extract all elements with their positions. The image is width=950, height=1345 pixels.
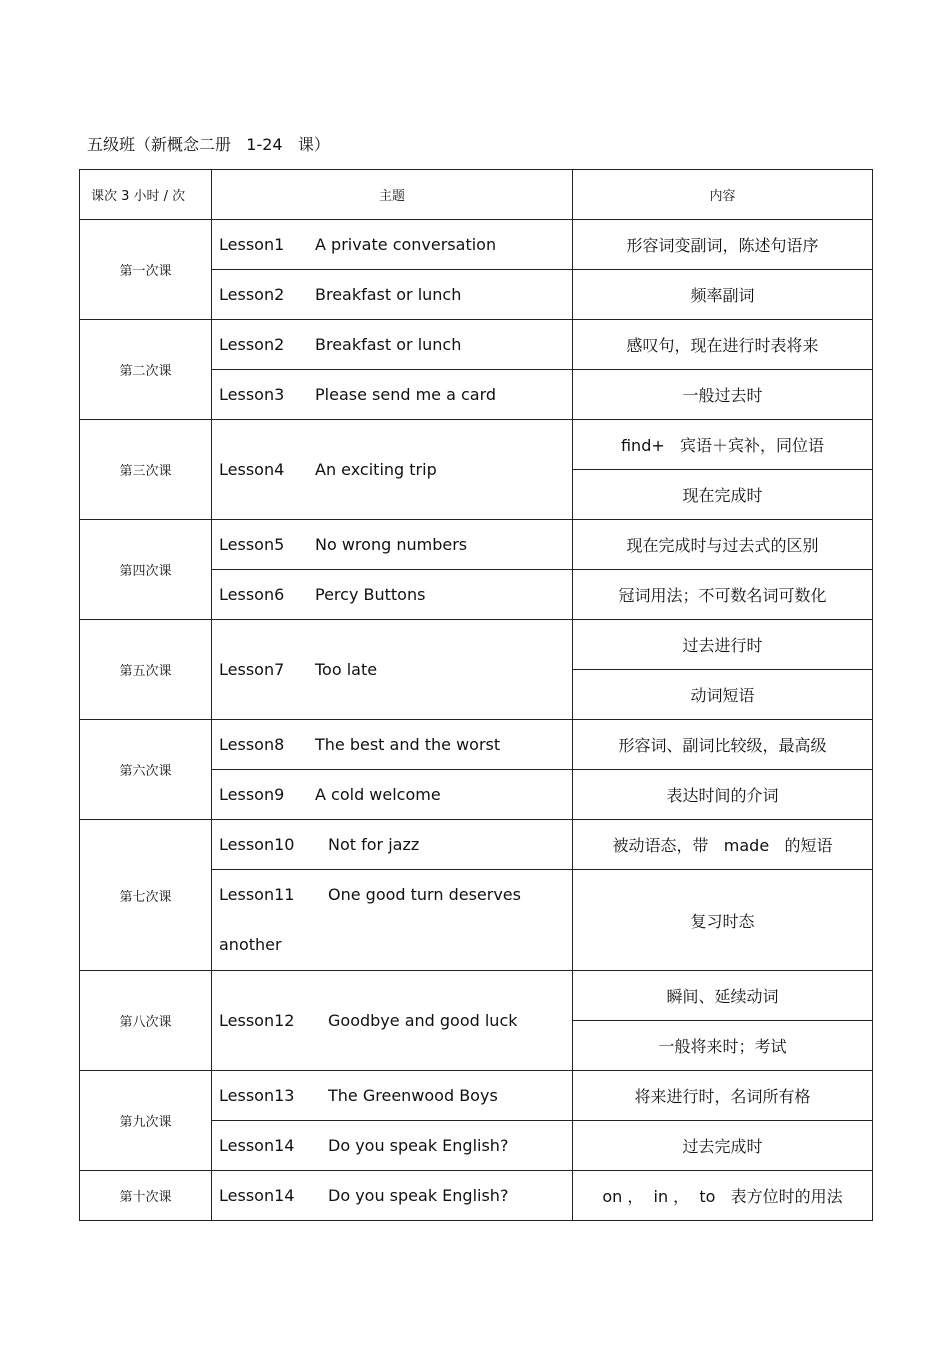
session-label: 第七次课 [80, 820, 212, 971]
content-cell: 被动语态，带 made 的短语 [573, 820, 873, 870]
lesson-title: Do you speak English? [328, 1136, 509, 1155]
content-cell: 一般将来时；考试 [573, 1021, 873, 1071]
table-row [80, 720, 873, 770]
lesson-title: A cold welcome [315, 785, 441, 804]
table-row [80, 1071, 873, 1121]
table-row [80, 220, 873, 270]
document-title: 五级班（新概念二册 1-24 课） [87, 135, 330, 154]
header-topic: 主题 [212, 170, 573, 220]
content-cell: 将来进行时，名词所有格 [573, 1071, 873, 1121]
lesson-number: Lesson5 [219, 535, 285, 554]
content-cell: 冠词用法；不可数名词可数化 [573, 570, 873, 620]
lesson-cell [212, 1071, 573, 1121]
lesson-number: Lesson13 [219, 1086, 295, 1105]
content-cell: 一般过去时 [573, 370, 873, 420]
lesson-cell [212, 220, 573, 270]
lesson-number: Lesson2 [219, 285, 285, 304]
session-label: 第二次课 [80, 320, 212, 420]
lesson-cell [212, 870, 573, 971]
table-row [80, 520, 873, 570]
lesson-title: Goodbye and good luck [328, 1011, 518, 1030]
lesson-number: Lesson3 [219, 385, 285, 404]
header-session: 课次 3 小时 / 次 [80, 170, 212, 220]
lesson-cell [212, 420, 573, 520]
content-cell: 形容词、副词比较级，最高级 [573, 720, 873, 770]
lesson-cell [212, 270, 573, 320]
lesson-title: Breakfast or lunch [315, 285, 462, 304]
lesson-cell [212, 620, 573, 720]
lesson-cell [212, 820, 573, 870]
session-label: 第九次课 [80, 1071, 212, 1171]
lesson-cell [212, 971, 573, 1071]
lesson-cell [212, 320, 573, 370]
lesson-title: A private conversation [315, 235, 497, 254]
lesson-title: No wrong numbers [315, 535, 468, 554]
session-label: 第八次课 [80, 971, 212, 1071]
header-content: 内容 [573, 170, 873, 220]
table-row [80, 620, 873, 670]
content-cell: 现在完成时 [573, 470, 873, 520]
lesson-number: Lesson8 [219, 735, 285, 754]
session-label: 第四次课 [80, 520, 212, 620]
lesson-number: Lesson14 [219, 1186, 295, 1205]
lesson-title: Too late [315, 660, 378, 679]
lesson-cell [212, 720, 573, 770]
lesson-number: Lesson11 [219, 885, 295, 904]
content-cell: on ， in ， to 表方位时的用法 [573, 1171, 873, 1221]
table-row [80, 420, 873, 470]
content-cell: 频率副词 [573, 270, 873, 320]
table-row [80, 1171, 873, 1221]
content-cell: 感叹句，现在进行时表将来 [573, 320, 873, 370]
lesson-number: Lesson4 [219, 460, 285, 479]
content-cell: 过去进行时 [573, 620, 873, 670]
session-label: 第一次课 [80, 220, 212, 320]
content-cell: 动词短语 [573, 670, 873, 720]
lesson-cell [212, 770, 573, 820]
lesson-cell [212, 1121, 573, 1171]
lesson-title: Percy Buttons [315, 585, 426, 604]
lesson-cell [212, 570, 573, 620]
session-label: 第六次课 [80, 720, 212, 820]
lesson-number: Lesson7 [219, 660, 285, 679]
lesson-number: Lesson12 [219, 1011, 295, 1030]
lesson-cell [212, 520, 573, 570]
lesson-number: Lesson9 [219, 785, 285, 804]
table-row [80, 820, 873, 870]
content-cell: 形容词变副词，陈述句语序 [573, 220, 873, 270]
lesson-number: Lesson2 [219, 335, 285, 354]
lesson-title: An exciting trip [315, 460, 437, 479]
table-header-row [80, 170, 873, 220]
lesson-number: Lesson10 [219, 835, 295, 854]
lesson-number: Lesson14 [219, 1136, 295, 1155]
content-cell: find+ 宾语＋宾补，同位语 [573, 420, 873, 470]
content-cell: 复习时态 [573, 870, 873, 971]
table-row [80, 320, 873, 370]
lesson-cell [212, 1171, 573, 1221]
session-label: 第三次课 [80, 420, 212, 520]
lesson-title-continued: another [219, 935, 282, 954]
lesson-cell [212, 370, 573, 420]
lesson-title: One good turn deserves [328, 885, 521, 904]
lesson-title: Please send me a card [315, 385, 497, 404]
content-cell: 过去完成时 [573, 1121, 873, 1171]
lesson-number: Lesson6 [219, 585, 285, 604]
content-cell: 表达时间的介词 [573, 770, 873, 820]
content-cell: 现在完成时与过去式的区别 [573, 520, 873, 570]
lesson-title: Breakfast or lunch [315, 335, 462, 354]
schedule-table [79, 169, 873, 1221]
table-row [80, 971, 873, 1021]
lesson-title: The Greenwood Boys [328, 1086, 498, 1105]
lesson-number: Lesson1 [219, 235, 285, 254]
content-cell: 瞬间、延续动词 [573, 971, 873, 1021]
lesson-title: The best and the worst [315, 735, 501, 754]
lesson-title: Do you speak English? [328, 1186, 509, 1205]
session-label: 第十次课 [80, 1171, 212, 1221]
session-label: 第五次课 [80, 620, 212, 720]
lesson-title: Not for jazz [328, 835, 420, 854]
